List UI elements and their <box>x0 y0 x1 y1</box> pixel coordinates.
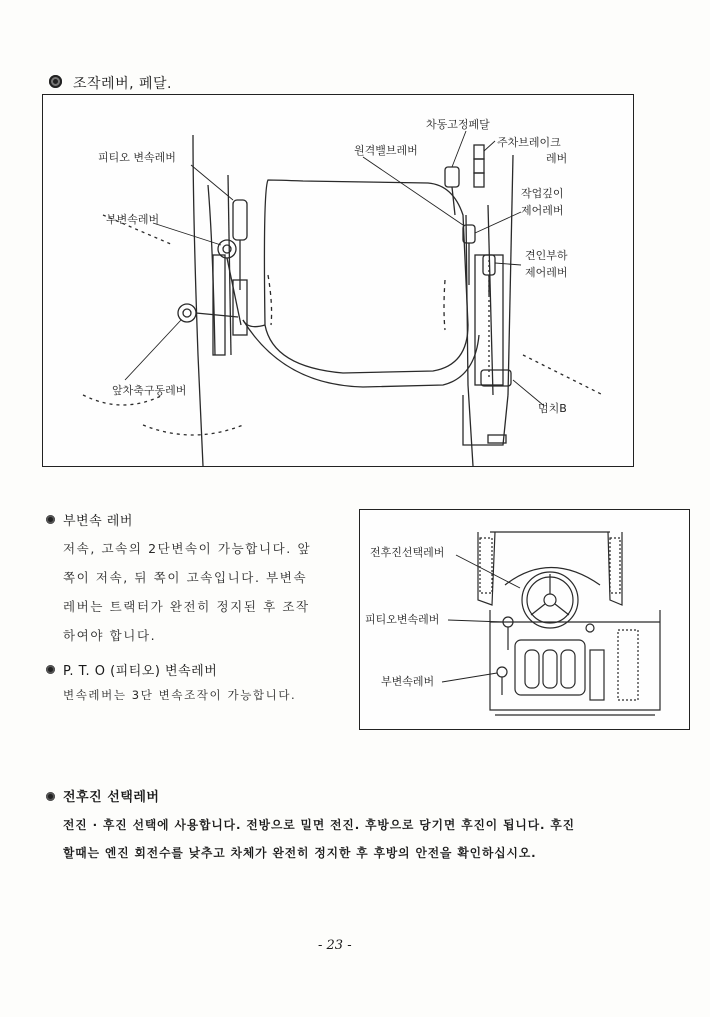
section-bullet-icon <box>49 75 62 88</box>
section-title: 조작레버, 페달. <box>73 76 172 92</box>
text-line: 레버는 트랙터가 완전히 정지된 후 조작 <box>63 599 310 614</box>
text-line: 쪽이 저속, 뒤 쪽이 고속입니다. 부변속 <box>63 570 308 585</box>
heading-fwd-rev: 전후진 선택레버 <box>63 790 160 805</box>
label-stopper: 멈치B <box>538 402 567 415</box>
heading-sub-shift: 부변속 레버 <box>63 514 133 529</box>
label-remote-valve: 원격밸브레버 <box>354 144 418 157</box>
label-depth-2: 제어레버 <box>521 204 564 217</box>
text-line: 전진 · 후진 선택에 사용합니다. 전방으로 밀면 전진. 후방으로 당기면 후진이 됩니다. 후진 <box>63 818 575 832</box>
bullet-icon <box>46 515 55 524</box>
label-parking-brake-2: 레버 <box>546 152 568 165</box>
text-line: 하여야 합니다. <box>63 628 157 643</box>
label-depth-1: 작업깊이 <box>521 187 564 200</box>
text-line: 저속, 고속의 2단변속이 가능합니다. 앞 <box>63 541 312 556</box>
fwd-rev-text <box>63 811 673 867</box>
label-sub: 부변속레버 <box>381 675 435 688</box>
sub-shift-text <box>63 534 353 650</box>
label-pto-lever: 피티오 변속레버 <box>98 151 176 164</box>
label-parking-brake-1: 주차브레이크 <box>497 136 561 149</box>
page-number: - 23 - <box>318 938 352 953</box>
label-brake-pedal: 차동고정페달 <box>426 118 490 131</box>
label-front-axle: 앞차축구동레버 <box>112 384 187 397</box>
label-fwd-rev: 전후진선택레버 <box>370 546 445 559</box>
heading-pto: P. T. O (피티오) 변속레버 <box>63 664 218 679</box>
label-pto: 피티오변속레버 <box>365 613 440 626</box>
label-sub-shift: 부변속레버 <box>106 213 160 226</box>
label-draft-2: 제어레버 <box>525 266 568 279</box>
bullet-icon <box>46 792 55 801</box>
bullet-icon <box>46 665 55 674</box>
pto-text: 변속레버는 3단 변속조작이 가능합니다. <box>63 688 297 702</box>
text-line: 할때는 엔진 회전수를 낮추고 차체가 완전히 정지한 후 후방의 안전을 확인하십시오. <box>63 846 537 860</box>
label-draft-1: 견인부하 <box>525 249 568 262</box>
